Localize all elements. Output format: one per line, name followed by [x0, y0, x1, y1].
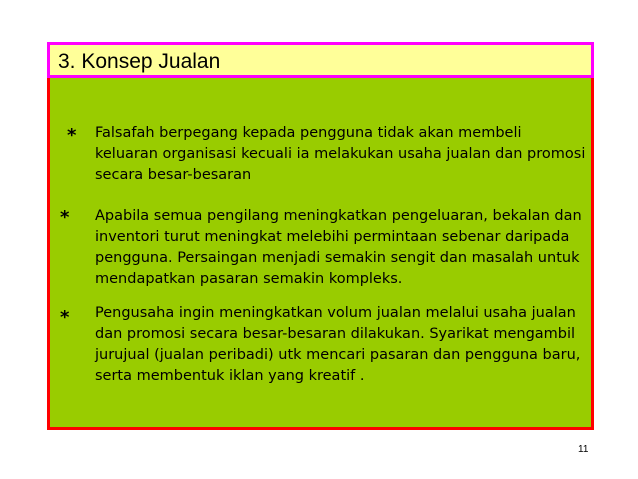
bullet-marker-3: *	[60, 307, 70, 328]
bullet-text-1: Falsafah berpegang kepada pengguna tidak akan membeli keluaran organisasi kecuali ia melakukan usaha jualan dan promosi secara besar-besaran	[95, 125, 586, 183]
bullet-text-3: Pengusaha ingin meningkatkan volum jualan melalui usaha jualan dan promosi secara besar-besaran dilakukan. Syarikat mengambil jurujual (jualan peribadi) utk mencari pasaran dan pengguna baru, serta membentuk iklan yang kreatif .	[95, 305, 581, 384]
title-box	[47, 42, 594, 78]
bullet-marker-1: *	[67, 125, 77, 146]
page-number: 11	[578, 444, 589, 455]
bullet-marker-2: *	[60, 207, 70, 228]
slide-title: 3. Konsep Jualan	[58, 50, 221, 73]
bullet-text-2: Apabila semua pengilang meningkatkan pengeluaran, bekalan dan inventori turut meningkat melebihi permintaan sebenar daripada pengguna. Persaingan menjadi semakin sengit dan masalah untuk mendapatkan pasaran semakin kompleks.	[95, 208, 582, 287]
